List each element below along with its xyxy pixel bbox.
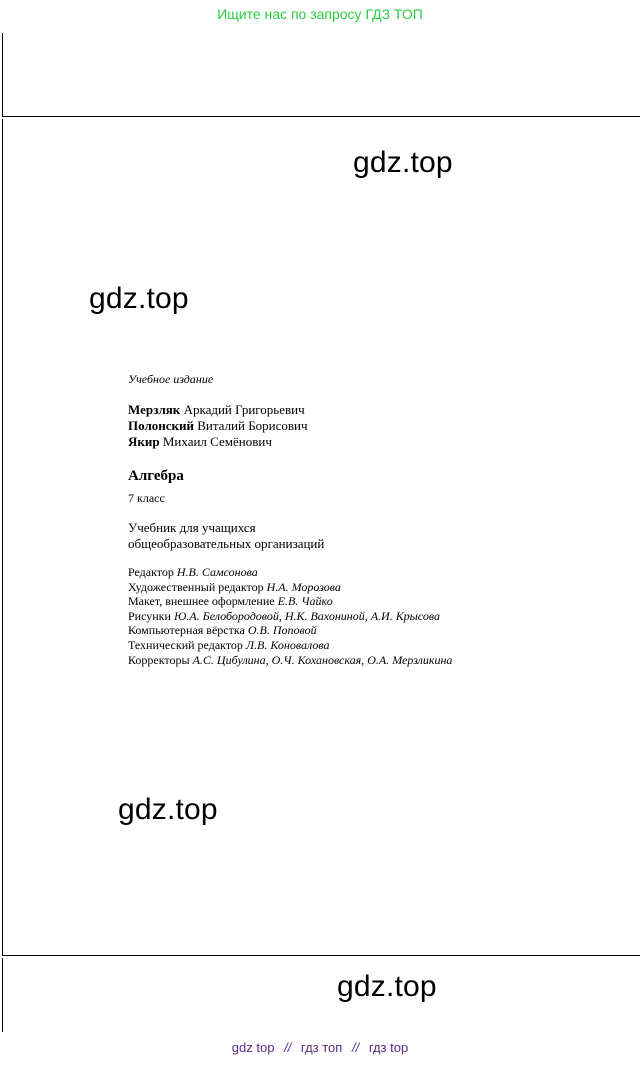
credit-line bbox=[128, 653, 598, 668]
credit-role: Макет, внешнее оформление bbox=[128, 594, 275, 609]
imprint-block bbox=[128, 370, 598, 667]
credit-line bbox=[128, 623, 598, 638]
footer-link[interactable]: gdz top bbox=[231, 1040, 275, 1055]
author-line bbox=[128, 434, 598, 450]
credit-line bbox=[128, 565, 598, 580]
author-line bbox=[128, 418, 598, 434]
credit-role: Художественный редактор bbox=[128, 579, 264, 594]
credit-person: Е.В. Чайко bbox=[277, 594, 333, 609]
watermark: gdz.top bbox=[353, 146, 453, 179]
credit-role: Рисунки bbox=[128, 608, 171, 623]
page-divider-top bbox=[2, 116, 640, 117]
credit-role: Компьютерная вёрстка bbox=[128, 623, 245, 638]
credit-line bbox=[128, 580, 598, 595]
credit-role: Технический редактор bbox=[128, 637, 243, 652]
edition-type: Учебное издание bbox=[128, 372, 214, 386]
page-left-border-top bbox=[2, 33, 3, 116]
page-left-border-bottom bbox=[2, 958, 3, 1032]
author-line bbox=[128, 402, 598, 418]
purpose-text bbox=[128, 520, 598, 552]
credit-person: Л.В. Коновалова bbox=[245, 637, 330, 652]
credit-line bbox=[128, 638, 598, 653]
credit-role: Редактор bbox=[128, 565, 174, 579]
author-name: Виталий Борисович bbox=[197, 418, 308, 433]
credit-person: Н.А. Морозова bbox=[266, 579, 341, 594]
credit-role: Корректоры bbox=[128, 652, 190, 667]
footer-link[interactable]: гдз top bbox=[368, 1040, 409, 1055]
page-left-border-main bbox=[2, 119, 3, 955]
book-title: Алгебра bbox=[128, 468, 184, 484]
credits-list bbox=[128, 565, 598, 667]
footer-separator: // bbox=[284, 1040, 292, 1055]
top-banner[interactable]: Ищите нас по запросу ГДЗ ТОП bbox=[217, 6, 423, 22]
watermark: gdz.top bbox=[89, 282, 189, 315]
author-surname: Якир bbox=[128, 434, 160, 449]
credit-line bbox=[128, 594, 598, 609]
watermark: gdz.top bbox=[118, 793, 218, 826]
footer-separator: // bbox=[351, 1040, 360, 1055]
credit-line bbox=[128, 609, 598, 624]
watermark: gdz.top bbox=[337, 970, 437, 1003]
credit-person: Ю.А. Белобородовой, Н.К. Вахониной, А.И. Крысова bbox=[173, 608, 440, 623]
credit-person: О.В. Поповой bbox=[247, 623, 317, 638]
page-divider-bottom bbox=[2, 955, 640, 956]
purpose-line: общеобразовательных организаций bbox=[128, 536, 325, 551]
author-surname: Полонский bbox=[128, 418, 194, 433]
footer-links bbox=[0, 1040, 640, 1055]
author-name: Михаил Семёнович bbox=[162, 434, 272, 449]
author-surname: Мерзляк bbox=[128, 402, 181, 417]
credit-person: А.С. Цибулина, О.Ч. Кохановская, О.А. Мерзликина bbox=[192, 652, 453, 667]
grade-label: 7 класс bbox=[128, 491, 165, 505]
author-name: Аркадий Григорьевич bbox=[183, 402, 305, 417]
credit-person: Н.В. Самсонова bbox=[176, 565, 258, 579]
footer-link[interactable]: гдз топ bbox=[300, 1040, 343, 1055]
purpose-line: Учебник для учащихся bbox=[128, 520, 256, 535]
